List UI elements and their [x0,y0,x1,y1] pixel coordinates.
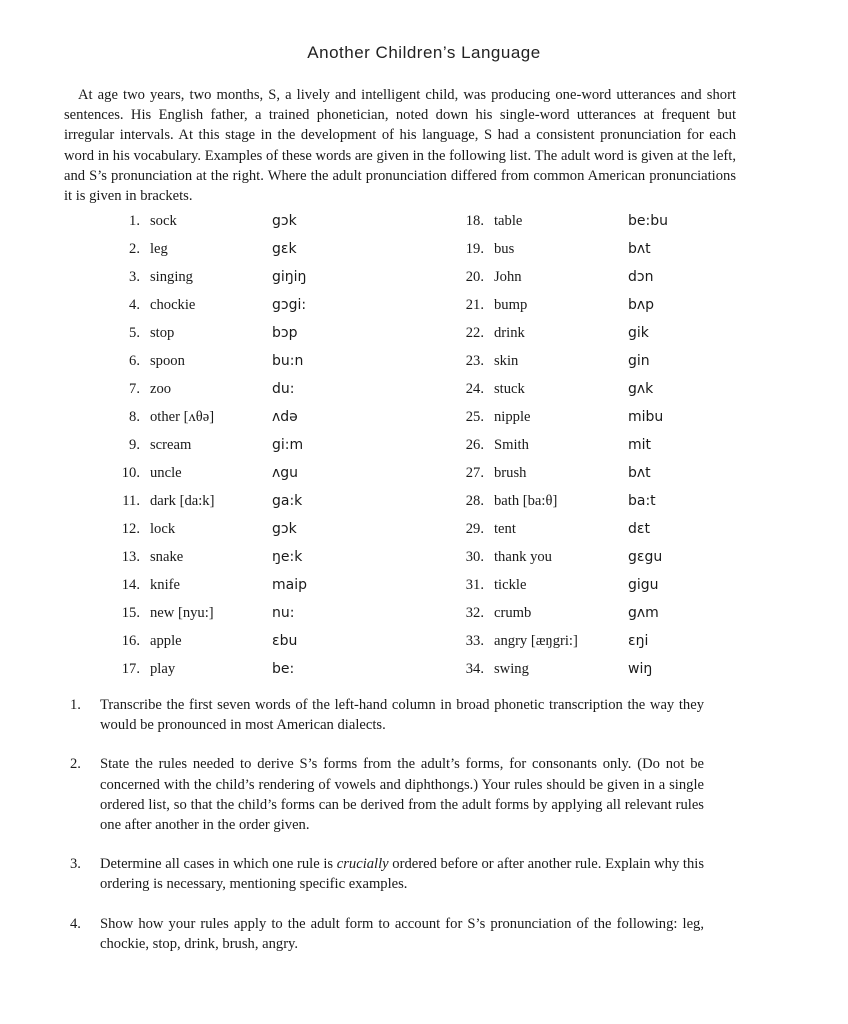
word-number: 7. [129,381,140,397]
question-text: Determine all cases in which one rule is [100,856,337,873]
child-pronunciation: bʌt [628,465,651,481]
child-pronunciation: ŋe:k [272,549,303,565]
child-pronunciation: gɔk [272,521,297,537]
question-number: 1. [70,697,81,713]
child-pronunciation: maip [272,577,307,593]
word-number: 26. [465,437,484,453]
word-number: 31. [465,577,484,593]
adult-word: nipple [494,409,531,425]
child-pronunciation: ɛbu [272,633,298,649]
adult-word: snake [150,549,184,565]
adult-word: lock [150,521,176,537]
child-pronunciation: gʌk [628,381,654,397]
adult-word: table [494,213,523,229]
question-text: Transcribe the first seven words of the left-hand column in broad phonetic transcription the way they would be pronounced in most American dialects. [100,697,704,734]
child-pronunciation: bɔp [272,325,298,341]
child-pronunciation: mit [628,437,652,453]
adult-word: chockie [150,297,196,313]
adult-word: sock [150,213,177,229]
adult-word: tent [494,521,516,537]
word-number: 33. [465,633,484,649]
word-number: 4. [129,297,140,313]
question-item [64,695,704,735]
question-item [64,854,704,894]
question-number: 3. [70,856,81,873]
adult-word: John [494,269,522,285]
adult-word: leg [150,241,168,257]
word-number: 32. [465,605,484,621]
word-number: 6. [129,353,140,369]
child-pronunciation: dɛt [628,521,650,537]
word-number: 16. [121,633,140,649]
child-pronunciation: ʌgu [272,465,299,481]
adult-word: stuck [494,381,525,397]
child-pronunciation: gɔgi: [272,297,307,313]
question-list [64,695,704,973]
word-number: 3. [129,269,140,285]
question-text: Show how your rules apply to the adult form to account for S’s pronunciation of the following: leg, chockie, stop, drink, brush, angry. [100,915,704,952]
word-number: 19. [465,241,484,257]
adult-word: knife [150,577,180,593]
adult-word: zoo [150,381,172,397]
child-pronunciation: gik [628,325,649,341]
child-pronunciation: gɛgu [628,549,663,565]
child-pronunciation: ɛŋi [628,633,649,649]
adult-word: apple [150,633,182,649]
word-number: 30. [465,549,484,565]
adult-word: stop [150,325,175,341]
word-number: 18. [465,213,484,229]
child-pronunciation: nu: [272,605,295,621]
word-number: 9. [129,437,140,453]
question-item [64,914,704,954]
child-pronunciation: gin [628,353,650,369]
word-number: 17. [121,661,140,677]
word-number: 21. [465,297,484,313]
word-number: 25. [465,409,484,425]
child-pronunciation: bʌt [628,241,651,257]
word-number: 29. [465,521,484,537]
adult-word: bath [ba:θ] [494,493,558,509]
adult-word: dark [da:k] [150,493,215,509]
adult-word: skin [494,353,519,369]
adult-word: new [nyu:] [150,605,214,621]
adult-word: spoon [150,353,185,369]
child-pronunciation: dɔn [628,269,654,285]
word-number: 24. [465,381,484,397]
adult-word: swing [494,661,529,677]
adult-word: play [150,661,176,677]
child-pronunciation: giŋiŋ [272,269,307,285]
word-number: 15. [121,605,140,621]
word-number: 23. [465,353,484,369]
child-pronunciation: gʌm [628,605,659,621]
word-number: 20. [465,269,484,285]
word-number: 10. [121,465,140,481]
word-number: 28. [465,493,484,509]
adult-word: singing [150,269,193,285]
word-number: 2. [129,241,140,257]
adult-word: bus [494,241,515,257]
word-number: 11. [122,493,140,509]
intro-paragraph: At age two years, two months, S, a lively and intelligent child, was producing one-word utterances and short sentences. His English father, a trained phonetician, noted down his single-word utterances at frequent but irregular intervals. At this stage in the development of his language, S had a consistent pronunciation for each word in his vocabulary. Examples of these words are given in the following list. The adult word is given at the left, and S’s pronunciation at the right. Where the adult pronunciation differed from common American pronunciations it is given in brackets. [64,87,736,205]
child-pronunciation: gigu [628,577,659,593]
adult-word: angry [æŋgri:] [494,633,578,649]
adult-word: other [ʌθə] [150,409,215,425]
child-pronunciation: mibu [628,409,664,425]
adult-word: tickle [494,577,527,593]
adult-word: uncle [150,465,182,481]
word-number: 12. [121,521,140,537]
question-item [64,754,704,835]
child-pronunciation: bu:n [272,353,304,369]
child-pronunciation: be:bu [628,213,668,229]
word-number: 34. [465,661,484,677]
adult-word: bump [494,297,528,313]
word-number: 14. [121,577,140,593]
question-number: 2. [70,756,81,773]
word-number: 5. [129,325,140,341]
child-pronunciation: ʌdə [272,409,298,425]
word-number: 22. [465,325,484,341]
adult-word: drink [494,325,525,341]
child-pronunciation: gɛk [272,241,297,257]
adult-word: thank you [494,549,552,565]
word-number: 13. [121,549,140,565]
child-pronunciation: ba:t [628,493,656,509]
child-pronunciation: ga:k [272,493,303,509]
question-text-continued: ordered before or after another rule. Explain why this ordering is necessary, mentioning specific examples. [100,856,705,893]
child-pronunciation: wiŋ [628,661,653,677]
question-text: State the rules needed to derive S’s forms from the adult’s forms, for consonants only. (Do not be concerned with the child’s rendering of vowels and diphthongs.) Your rules should be given in a single ordered list, so that the child’s forms can be derived from the adult forms by applying all relevant rules one after another in the order given. [100,756,704,834]
child-pronunciation: du: [272,381,295,397]
word-number: 1. [129,213,140,229]
child-pronunciation: bʌp [628,297,655,313]
question-emphasis: crucially [336,856,389,873]
child-pronunciation: be: [272,661,295,677]
child-pronunciation: gi:m [272,437,304,453]
word-number: 27. [465,465,484,481]
question-number: 4. [70,915,81,932]
page-title: Another Children’s Language [307,43,541,62]
child-pronunciation: gɔk [272,213,297,229]
word-number: 8. [129,409,140,425]
adult-word: brush [494,465,527,481]
adult-word: Smith [494,437,529,453]
adult-word: scream [150,437,192,453]
adult-word: crumb [494,605,532,621]
